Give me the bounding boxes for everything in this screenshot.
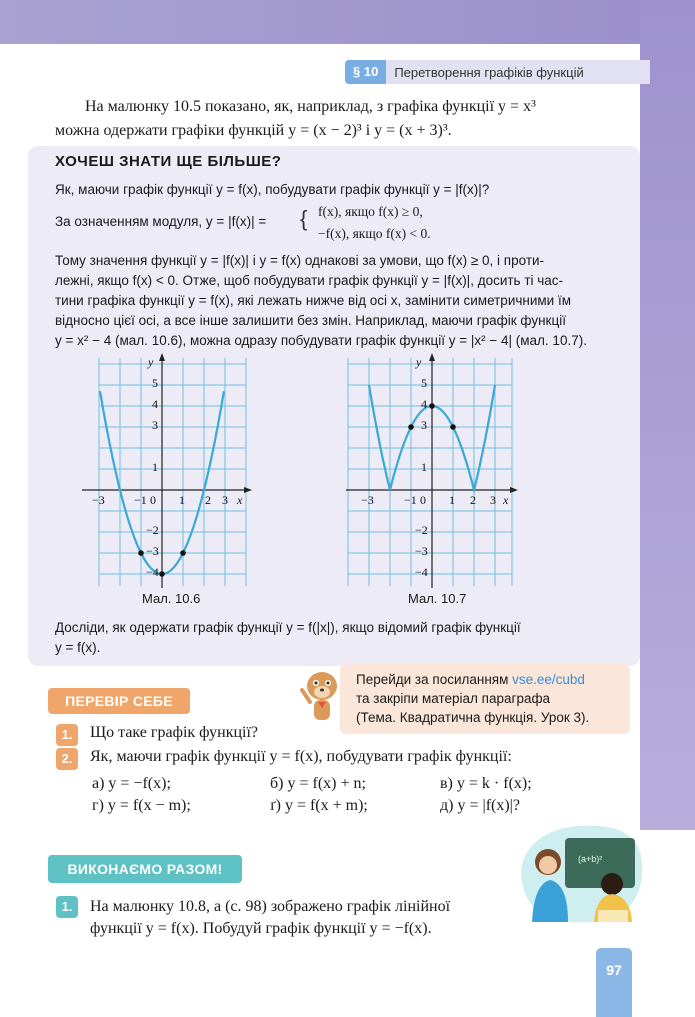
point <box>159 571 165 577</box>
top-band <box>0 0 695 44</box>
point <box>450 424 456 430</box>
section-number: § 10 <box>345 60 386 84</box>
point <box>429 403 435 409</box>
intro-paragraph <box>55 95 630 143</box>
promo-prefix: Перейди за посиланням <box>356 672 513 687</box>
right-margin-strip <box>640 0 695 830</box>
x-tick: −1 <box>134 493 147 507</box>
x-tick: 1 <box>449 493 455 507</box>
task-1-line-1: На малюнку 10.8, а (с. 98) зображено графік лінійної <box>90 898 451 915</box>
y-tick: −4 <box>415 565 428 579</box>
y-tick: 4 <box>152 397 158 411</box>
y-tick: −2 <box>415 523 428 537</box>
y-tick: −3 <box>415 544 428 558</box>
do-together-heading: ВИКОНАЄМО РАЗОМ! <box>48 855 242 883</box>
page-number: 97 <box>596 948 632 1017</box>
x-tick: 0 <box>420 493 426 507</box>
y-axis-arrow-icon <box>159 353 165 361</box>
explanation-paragraph <box>55 251 625 351</box>
section-header <box>345 60 650 84</box>
promo-link[interactable]: vse.ee/cubd <box>512 672 585 687</box>
module-definition: За означенням модуля, y = |f(x)| = <box>55 214 267 229</box>
task-1-line-2: функції y = f(x). Побудуй графік функції y = −f(x). <box>90 920 432 937</box>
x-axis-arrow-icon <box>244 487 252 493</box>
y-tick: 3 <box>421 418 427 432</box>
explanation-line: тини графіка функції y = f(x), які лежать нижче від осі x, замінити симетричними їм <box>55 293 571 308</box>
promo-line-3: (Тема. Квадратична функція. Урок 3). <box>356 710 590 725</box>
explanation-line: Тому значення функції y = |f(x)| і y = f(x) однакові за умови, що f(x) ≥ 0, і проти- <box>55 253 545 268</box>
option: г) y = f(x − m); <box>92 797 191 814</box>
task-number-badge: 1. <box>56 896 78 918</box>
graph-10-7 <box>344 352 519 592</box>
x-tick: −3 <box>361 493 374 507</box>
check-yourself-heading: ПЕРЕВІР СЕБЕ <box>48 688 190 714</box>
case-1: f(x), якщо f(x) ≥ 0, <box>318 204 423 219</box>
y-tick: −3 <box>146 544 159 558</box>
y-tick: 5 <box>421 376 427 390</box>
x-tick: 2 <box>470 493 476 507</box>
x-tick: 3 <box>222 493 228 507</box>
students-photo <box>510 818 650 928</box>
svg-text:(a+b)²: (a+b)² <box>578 854 603 864</box>
option: в) y = k · f(x); <box>440 775 532 792</box>
x-tick: 1 <box>179 493 185 507</box>
graph-10-6 <box>78 352 253 592</box>
y-tick: 1 <box>152 460 158 474</box>
x-axis-arrow-icon <box>510 487 518 493</box>
x-axis-label: x <box>237 493 243 507</box>
y-tick: 1 <box>421 460 427 474</box>
question-number-badge: 1. <box>56 724 78 746</box>
task-paragraph <box>55 618 625 658</box>
y-tick: −2 <box>146 523 159 537</box>
point <box>138 550 144 556</box>
promo-line-1 <box>356 670 589 689</box>
point <box>408 424 414 430</box>
question-number-badge: 2. <box>56 748 78 770</box>
x-tick: 2 <box>205 493 211 507</box>
option: ґ) y = f(x + m); <box>270 797 368 814</box>
y-axis-label: y <box>148 355 154 369</box>
y-axis-label: y <box>416 355 422 369</box>
x-tick: 0 <box>150 493 156 507</box>
task-line-2: y = f(x). <box>55 640 101 655</box>
explanation-line: лежні, якщо f(x) < 0. Отже, щоб побудувати графік функції y = |f(x)|, досить ті час- <box>55 273 564 288</box>
option: д) y = |f(x)|? <box>440 797 520 814</box>
x-tick: −3 <box>92 493 105 507</box>
caption-10-6: Мал. 10.6 <box>142 591 201 606</box>
x-tick: 3 <box>490 493 496 507</box>
promo-line-2: та закріпи матеріал параграфа <box>356 691 551 706</box>
question-2: Як, маючи графік функції y = f(x), побудувати графік функції: <box>90 748 512 765</box>
explanation-line: відносно цієї осі, а все інше залишити без змін. Наприклад, маючи графік функції <box>55 313 566 328</box>
x-tick: −1 <box>404 493 417 507</box>
caption-10-7: Мал. 10.7 <box>408 591 467 606</box>
explanation-line: y = x² − 4 (мал. 10.6), можна одразу побудувати графік функції y = |x² − 4| (мал. 10.7). <box>55 333 587 348</box>
know-more-title: ХОЧЕШ ЗНАТИ ЩЕ БІЛЬШЕ? <box>55 153 282 170</box>
box-question: Як, маючи графік функції y = f(x), побудувати графік функції y = |f(x)|? <box>55 182 490 197</box>
promo-text <box>356 670 589 727</box>
option: б) y = f(x) + n; <box>270 775 366 792</box>
y-tick: 4 <box>421 397 427 411</box>
option: а) y = −f(x); <box>92 775 171 792</box>
grid <box>348 358 512 586</box>
section-title: Перетворення графіків функцій <box>394 64 584 80</box>
case-2: −f(x), якщо f(x) < 0. <box>318 226 431 241</box>
task-line-1: Досліди, як одержати графік функції y = f(|x|), якщо відомий графік функції <box>55 620 521 635</box>
y-tick: −4 <box>146 565 159 579</box>
meerkat-mascot-icon <box>296 664 348 724</box>
intro-line-1: На малюнку 10.5 показано, як, наприклад, з графіка функції y = x³ <box>85 98 536 115</box>
y-tick: 5 <box>152 376 158 390</box>
y-axis-arrow-icon <box>429 353 435 361</box>
brace-icon: { <box>300 206 308 231</box>
y-tick: 3 <box>152 418 158 432</box>
x-axis-label: x <box>503 493 509 507</box>
question-1: Що таке графік функції? <box>90 724 259 741</box>
point <box>180 550 186 556</box>
intro-line-2: можна одержати графіки функцій y = (x − 2)³ і y = (x + 3)³. <box>55 122 452 139</box>
